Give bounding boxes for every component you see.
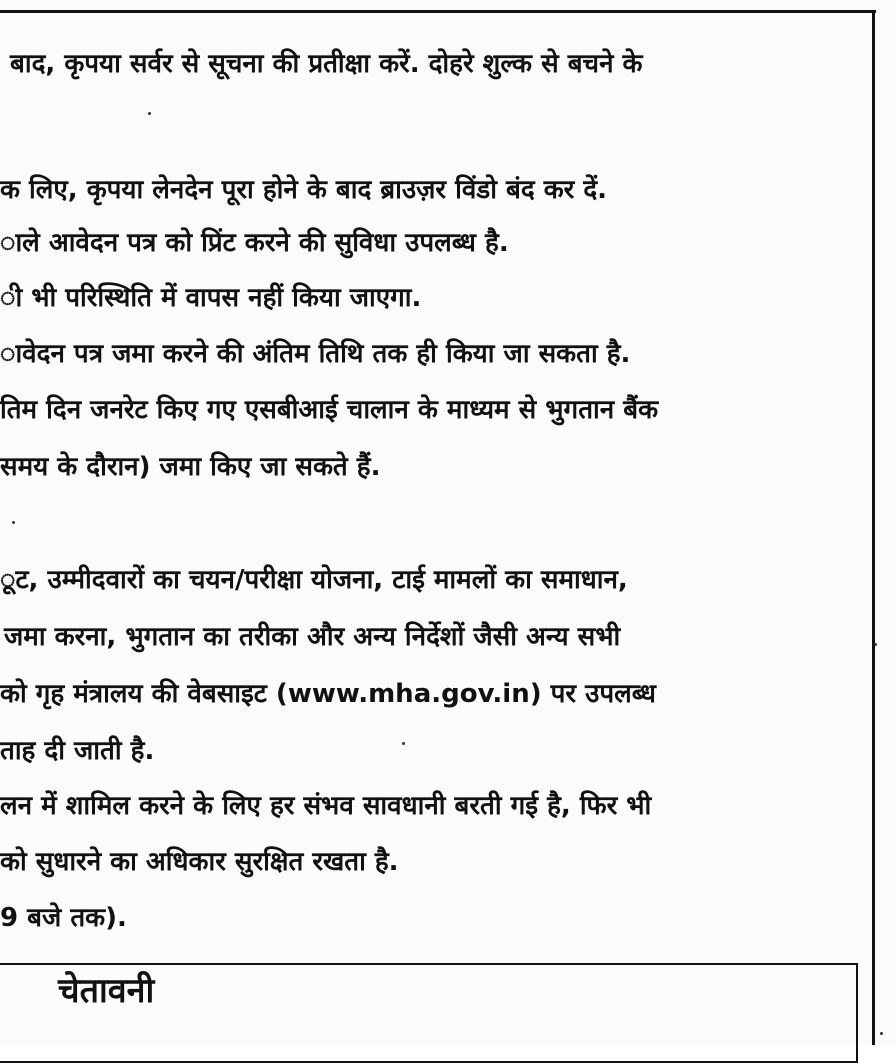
frame-top-border xyxy=(0,10,876,13)
warning-title: चेतावनी xyxy=(58,971,155,1011)
text-line-12: लन में शामिल करने के लिए हर संभव सावधानी बरती गई है, फिर भी xyxy=(0,791,652,821)
text-line-6: तिम दिन जनरेट किए गए एसबीआई चालान के माध्यम से भुगतान बैंक xyxy=(0,395,659,425)
text-line-4: ी भी परिस्थिति में वापस नहीं किया जाएगा. xyxy=(0,283,422,313)
scan-speck xyxy=(402,742,405,745)
text-line-13: को सुधारने का अधिकार सुरक्षित रखता है. xyxy=(0,847,399,877)
scan-speck xyxy=(880,1032,883,1035)
text-line-11: ताह दी जाती है. xyxy=(0,736,155,766)
text-line-10: को गृह मंत्रालय की वेबसाइट (www.mha.gov.in) पर उपलब्ध xyxy=(0,679,656,709)
frame-right-border xyxy=(872,10,875,1045)
scan-speck xyxy=(148,112,151,115)
text-line-8: ूट, उम्मीदवारों का चयन/परीक्षा योजना, टाई मामलों का समाधान, xyxy=(0,565,628,595)
text-line-3: ाले आवेदन पत्र को प्रिंट करने की सुविधा उपलब्ध है. xyxy=(0,228,509,258)
text-line-5: ावेदन पत्र जमा करने की अंतिम तिथि तक ही किया जा सकता है. xyxy=(0,339,631,369)
text-line-1: बाद, कृपया सर्वर से सूचना की प्रतीक्षा करें. दोहरे शुल्क से बचने के xyxy=(10,49,643,79)
text-line-2: क लिए, कृपया लेनदेन पूरा होने के बाद ब्राउज़र विंडो बंद कर दें. xyxy=(0,175,608,205)
text-line-14: 9 बजे तक). xyxy=(0,903,127,933)
text-line-7: समय के दौरान) जमा किए जा सकते हैं. xyxy=(0,452,381,482)
text-line-9: जमा करना, भुगतान का तरीका और अन्य निर्देशों जैसी अन्य सभी xyxy=(4,622,621,652)
scan-speck xyxy=(874,643,877,646)
scan-speck xyxy=(12,521,15,524)
